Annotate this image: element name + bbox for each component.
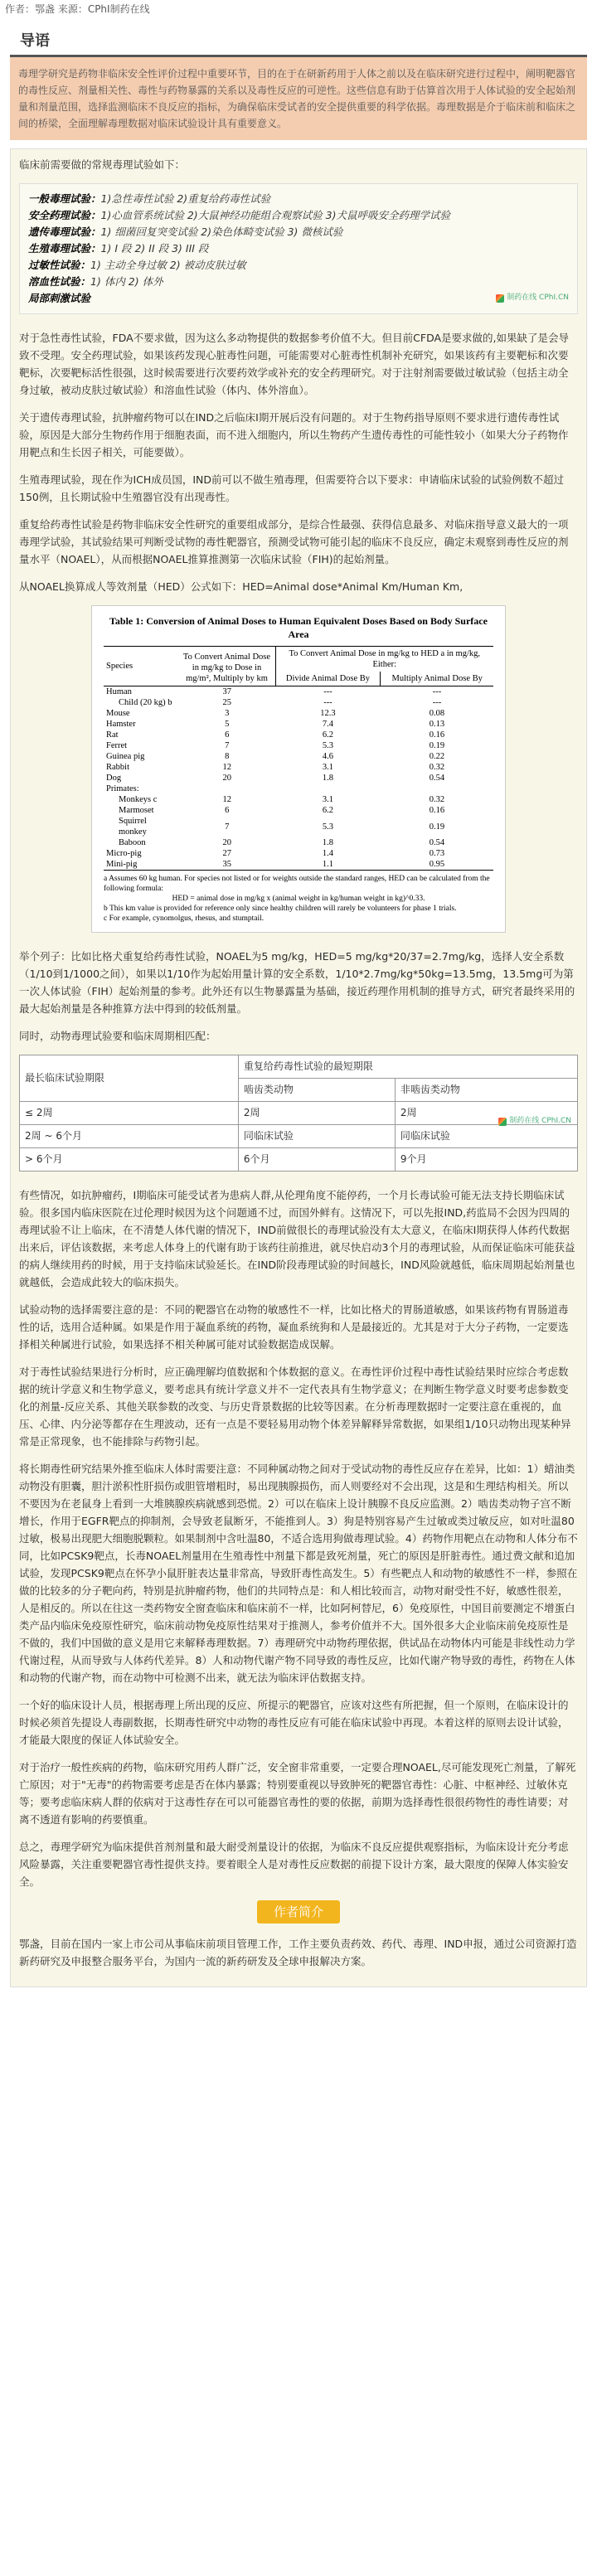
km-cell: 12 [222, 795, 231, 804]
species-cell: Mouse [106, 709, 130, 718]
note: HED = animal dose in mg/kg x (animal weight in kg/human weight in kg)^0.33. [172, 895, 425, 903]
km-cell: 27 [222, 849, 231, 858]
table-row: ≤ 2周 2周 2周 [20, 1102, 578, 1125]
species-cell: Mini-pig [106, 860, 138, 869]
divide-cell: 4.6 [322, 752, 334, 761]
table-row [104, 783, 493, 794]
table-row: 2周 ~ 6个月 同临床试验 同临床试验 [20, 1125, 578, 1148]
km-cell: 7 [225, 741, 230, 750]
table-row [104, 805, 493, 816]
duration-table-wrap [19, 1055, 578, 1172]
multiply-cell: 0.32 [429, 763, 445, 772]
km-cell [179, 783, 276, 794]
table-row [104, 686, 493, 698]
th-min-duration: 重复给药毒性试验的最短期限 [238, 1055, 577, 1079]
paragraph: 一个好的临床设计人员，根据毒理上所出现的反应、所提示的靶器官，应该对这些有所把握，但一个原则，在临床设计的时候必须首先提设人毒副数据，长期毒性研究中动物的毒性反应有可能在临床试验中再现。本着这样的原则去设计试验，才能最大限度的保证人体试验安全。 [19, 1699, 569, 1746]
multiply-cell: --- [432, 698, 442, 707]
col-multiply: Multiply Animal Dose By [391, 674, 483, 683]
divide-cell: 5.3 [322, 822, 334, 832]
km-cell: 12 [222, 763, 231, 772]
col-km: To Convert Animal Dose in mg/kg to Dose in mg/m², Multiply by km [179, 647, 276, 686]
author-bio: 鄂盏，目前在国内一家上市公司从事临床前项目管理工作，工作主要负责药效、药代、毒理、IND申报，通过公司资源打造新药研究及申报整合服务平台，为国内一流的新药研发及全球申报解决方案。 [19, 1938, 577, 1967]
paragraph: 总之，毒理学研究为临床提供首剂剂量和最大耐受剂量设计的依据，为临床不良反应提供观察指标，为临床设计充分考虑风险暴露，关注重要靶器官毒性提供支持。要着眼全人是对毒性反应数据的前提下设计方案，最大限度的保障人体实验安全。 [19, 1841, 569, 1888]
paragraph: 对于治疗一般性疾病的药物，临床研究用药人群广泛，安全窗非常重要，一定要合理NOAEL,尽可能发现死亡剂量，了解死亡原因；对于"无毒"的药物需要考虑是否在体内暴露；特别要重视以导致肿死的靶器官毒性：心脏、中枢神经、过敏休克等；要考虑临床病人群的依病对于这毒性存在可以可能器官毒性的要的依据，前期为选择毒性很很药物性的毒性请要；对离不透道有影响的药要慎重。 [19, 1761, 576, 1826]
multiply-cell: --- [432, 687, 442, 696]
watermark-logo: 制药在线 CPhI.CN [498, 1113, 571, 1130]
divide-cell: 12.3 [320, 709, 336, 718]
km-cell: 37 [222, 687, 231, 696]
test-type-row: 遗传毒理试验：1) 细菌回复突变试验 2)染色体畸变试验 3) 微核试验 [28, 226, 343, 238]
paragraph: 对于急性毒性试验，FDA不要求做，因为这么多动物提供的数据参考价值不大。但目前CFDA是要求做的,如果缺了是会导致不受理。安全药理试验，如果该药发现心脏毒性问题，可能需要对心脏毒性机制补充研究，如果该药有主要靶标和次要靶标，次要靶标活性很强，这时候需要进行次要药效学或补充的安全药理研究。对于注射剂需要做过敏试验（包括主动全身过敏，被动皮肤过敏试验）和溶血性试验（体内、体外溶血）。 [19, 332, 569, 396]
multiply-cell: 0.73 [429, 849, 445, 858]
multiply-cell: 0.54 [429, 774, 445, 783]
table-row [104, 730, 493, 740]
table-row [104, 762, 493, 773]
species-cell: Monkeys c [119, 795, 158, 804]
divide-cell: --- [323, 698, 332, 707]
table-row [104, 859, 493, 871]
duration-table [19, 1055, 578, 1172]
table-row [104, 708, 493, 719]
table-row [104, 751, 493, 762]
km-cell: 6 [225, 806, 230, 815]
figure-notes [104, 874, 493, 924]
table-row [104, 697, 493, 708]
table-row [104, 837, 493, 848]
paragraph: 试验动物的选择需要注意的是：不同的靶器官在动物的敏感性不一样，比如比格犬的胃肠道敏感，如果该药物有胃肠道毒性的话，选用合适种属。如果是作用于凝血系统的药物，凝血系统狗和人是最接近的。尤其是对于大分子药物，一定要选择相关种属进行试验，如果选择不相关种属可能对试验数据造成误解。 [19, 1303, 569, 1351]
paragraph: 重复给药毒性试验是药物非临床安全性研究的重要组成部分，是综合性最强、获得信息最多、对临床指导意义最大的一项毒理学试验，其试验结果可判断受试物的毒性靶器官，预测受试物可能引起的临床不良反应，确定未观察到毒性反应的剂量水平（NOAEL），从而根据NOAEL推算推测第一次临床试验（FIH)的起始剂量。 [19, 518, 569, 565]
table-row [104, 773, 493, 783]
divide-cell: 1.1 [322, 860, 334, 869]
multiply-cell: 0.54 [429, 838, 445, 847]
km-cell: 20 [222, 774, 231, 783]
intro-paragraph: 临床前需要做的常规毒理试验如下： [19, 158, 186, 171]
lead-box: 毒理学研究是药物非临床安全性评价过程中重要环节，目的在于在研新药用于人体之前以及在临床研究进行过程中，阐明靶器官的毒性反应、剂量相关性、毒性与药物暴露的关系以及毒性反应的可逆性。这些信息有助于估算首次用于人体试验的安全起始剂量和剂量范围，选择监测临床不良反应的指标，为确保临床受试者的安全提供重要的科学依据。毒理数据是介于临床前和临床之间的桥梁，全面理解毒理数据对临床试验设计具有重要意义。 [10, 57, 587, 140]
paragraph: 关于遗传毒理试验，抗肿瘤药物可以在IND之后临床I期开展后没有问题的。对于生物药指导原则不要求进行遗传毒性试验，原因是大部分生物药作用于细胞表面，而不进入细胞内，所以生物药产生遗传毒性的可能性较小（如果大分子药物作用靶点和生长因子相关，可能要做）。 [19, 411, 569, 458]
km-cell: 25 [222, 698, 231, 707]
divide-cell: 6.2 [322, 806, 334, 815]
col-divide: Divide Animal Dose By [275, 672, 381, 686]
note: b This km value is provided for reference only since healthy children will rarely be volunteers for phase 1 trials. [104, 905, 457, 913]
species-cell: Rat [106, 730, 119, 740]
paragraph: 对于毒性试验结果进行分析时，应正确理解均值数据和个体数据的意义。在毒性评价过程中毒性试验结果时应综合考虑数据的统计学意义和生物学意义，要考虑具有统计学意义并不一定代表具有生物学意义；在判断生物学意义时要考虑参数变化的剂量-反应关系、其他关联参数的改变、与历史背景数据的比较等因素。在分析毒理数据时一定要注意在重视的，血压、心律、内分泌等都存在生理波动，还有一点是不要轻易用动物个体差异解释异常数据，如果组1/10只动物出现某种异常是正常现象，也不能排除与药物引起。 [19, 1366, 571, 1448]
divide-cell: 7.4 [322, 720, 334, 729]
table-row: > 6个月 6个月 9个月 [20, 1148, 578, 1172]
divide-cell [275, 783, 381, 794]
article-body [10, 148, 587, 1987]
hed-conversion-table-figure [91, 605, 506, 933]
watermark-logo: 制药在线 CPhI.CN [496, 289, 569, 307]
test-types-box [19, 183, 578, 314]
species-cell: Dog [106, 774, 122, 783]
species-cell: Marmoset [119, 806, 154, 815]
lead-heading: 导语 [20, 32, 50, 50]
note: a Assumes 60 kg human. For species not listed or for weights outside the standard ranges, HED can be calculated from the following formula: [104, 875, 490, 893]
table-row [104, 816, 493, 837]
article-meta: 作者：鄂盏 来源：CPhI制药在线 [5, 3, 150, 15]
leaf-icon [498, 1118, 507, 1126]
table-row [104, 719, 493, 730]
divide-cell: 1.8 [322, 774, 334, 783]
km-cell: 6 [225, 730, 230, 740]
paragraph: 从NOAEL换算成人等效剂量（HED）公式如下：HED=Animal dose*Animal Km/Human Km, [19, 580, 464, 593]
th-nonrodent: 非啮齿类动物 [395, 1079, 577, 1102]
leaf-icon [496, 294, 504, 303]
paragraph: 同时，动物毒理试验要和临床周期相匹配： [19, 1030, 216, 1042]
col-species: Species [106, 662, 133, 671]
hed-rows [104, 686, 493, 871]
paragraph: 举个列子：比如比格犬重复给药毒性试验，NOAEL为5 mg/kg，HED=5 mg/kg*20/37=2.7mg/kg，选择人安全系数（1/10到1/1000之间），如果以1/10作为起始用量计算的安全系数，1/10*2.7mg/kg*50kg=13.5mg，13.5mg可为第一次人体试验（FIH）起始剂量的参考。此外还有以生物暴露量为基础，接近药理作用机制的推导方式，研究者最终采用的最大起始剂量是各种推算方法中得到的较低剂量。 [19, 950, 575, 1015]
test-type-row: 溶血性试验：1) 体内 2) 体外 [28, 275, 163, 288]
species-cell: Rabbit [106, 763, 129, 772]
km-cell: 20 [222, 838, 231, 847]
km-cell: 3 [225, 709, 230, 718]
test-type-row: 局部刺激试验 [28, 292, 91, 304]
multiply-cell: 0.32 [429, 795, 445, 804]
paragraph: 有些情况，如抗肿瘤药，I期临床可能受试者为患病人群,从伦理角度不能停药，一个月长毒试验可能无法支持长期临床试验。很多国内临床医院在过伦理时候因为这个问题通不过，而国外鲜有。这情况下，可以先报IND,药监局不会因为四周的毒理试验不让上临床，在不清楚人体代谢的情况下，IND前做很长的毒理试验没有太大意义，在临床I期获得人体药代数据出来后，评估该数据，来考虑人体身上的代谢有助于该药往前推进，就尽快启动3个月的毒理试验，从而保证临床可能获益的病人继续用药的时候，用于支持临床试验延长。在IND阶段毒理试验的时间越长，IND风险就越低，临床周期起始剂量也就越低，会造成此较大的临床损失。 [19, 1189, 575, 1288]
divide-cell: 5.3 [322, 741, 334, 750]
divide-cell: 1.4 [322, 849, 334, 858]
test-type-row: 生殖毒理试验：1) I 段 2) II 段 3) III 段 [28, 242, 209, 255]
table-row [104, 794, 493, 805]
test-type-row: 一般毒理试验：1)急性毒性试验 2)重复给药毒性试验 [28, 192, 271, 205]
multiply-cell: 0.19 [429, 741, 445, 750]
multiply-cell [381, 783, 493, 794]
table-row [104, 848, 493, 859]
divide-cell: 1.8 [322, 838, 334, 847]
divide-cell: 3.1 [322, 763, 334, 772]
th-trial-duration: 最长临床试验期限 [20, 1055, 239, 1102]
paragraph: 生殖毒理试验，现在作为ICH成员国，IND前可以不做生殖毒理，但需要符合以下要求：申请临床试验的试验例数不超过150例，且长期试验中生殖器官没有出现毒性。 [19, 473, 564, 503]
species-cell: Squirrel monkey [119, 817, 147, 837]
multiply-cell: 0.13 [429, 720, 445, 729]
multiply-cell: 0.16 [429, 806, 445, 815]
table-row [104, 740, 493, 751]
paragraph: 将长期毒性研究结果外推至临床人体时需要注意：不同种属动物之间对于受试动物的毒性反应存在差异，比如：1）蜡油类动物没有胆囊，胆汁淤积性肝损伤或胆管增粗时，易出现胰腺损伤，而人则要经对不会出现，这是和生理结构相关。所以不要因为在老鼠身上看到一大堆胰腺疾病就感到恐慌。2）可以在临床上设计胰腺不良反应监测。2）啮齿类动物子宫不断增长，作用于EGFR靶点的抑制剂，会导致老鼠断牙，不能推到人。3）狗是特别容易产生过敏或类过敏反应，如对吐温80过敏，极易出现肥大细胞脱颗粒。如果制剂中含吐温80，不适合选用狗做毒理试验。4）药物作用靶点在动物和人体分布不同，比如PCSK9靶点，长毒NOAEL剂量用在生殖毒性中剂量下都是致死剂量，死亡的原因是肝脏毒性。通过费文献和追加试验，发现PCSK9靶点在怀孕小鼠肝脏表达量非常高，导致肝毒性高发生。5）有些靶点人和动物的敏感性不一样，参照在做的比较多的分子靶向药，特别是抗肿瘤药物，他们的共同特点是：和人相比较而言，动物对耐受性不好，敏感性很差，人是相反的。所以在往这一类药物安全窗查临床和临床前不一样，比如阿柯替尼，6）免疫原性，中国目前要测定不增蛋白类产品内临床免疫原性研究，临床前动物免疫原性结果对于推测人，参考价值并不大。国外很多大企业临床前免疫原性是不做的，我们中国做的意义是用它来解释毒理数据。7）毒理研究中动物药理依据，供试品在动物体内可能是非线性动力学代谢过程，从而导致与人体药代差异。8）人和动物代谢产物不同导致的毒性反应，比如代谢产物导致的毒性，药物在人体和动物的代谢产物，而在动物中可检测不出来，就无法为临床评估数据支持。 [19, 1463, 578, 1684]
species-cell: Baboon [119, 838, 146, 847]
km-cell: 7 [225, 822, 230, 832]
figure-caption: Table 1: Conversion of Animal Doses to Human Equivalent Doses Based on Body Surface Area [109, 615, 488, 640]
multiply-cell: 0.22 [429, 752, 445, 761]
species-cell: Child (20 kg) b [119, 698, 172, 707]
hed-table [104, 646, 493, 871]
multiply-cell: 0.95 [429, 860, 445, 869]
species-cell: Guinea pig [106, 752, 145, 761]
divide-cell: 6.2 [322, 730, 334, 740]
th-rodent: 啮齿类动物 [238, 1079, 395, 1102]
species-cell: Ferret [106, 741, 128, 750]
author-bio-button[interactable]: 作者简介 [257, 1900, 340, 1924]
km-cell: 5 [225, 720, 230, 729]
divide-cell: --- [323, 687, 332, 696]
species-cell: Human [106, 687, 132, 696]
species-cell: Primates: [106, 784, 139, 793]
multiply-cell: 0.08 [429, 709, 445, 718]
km-cell: 35 [222, 860, 231, 869]
divide-cell: 3.1 [322, 795, 334, 804]
multiply-cell: 0.16 [429, 730, 445, 740]
species-cell: Micro-pig [106, 849, 142, 858]
test-type-row: 过敏性试验：1) 主动全身过敏 2) 被动皮肤过敏 [28, 259, 246, 271]
species-cell: Hamster [106, 720, 136, 729]
col-hed: To Convert Animal Dose in mg/kg to HED a in mg/kg, Either: [289, 649, 481, 669]
km-cell: 8 [225, 752, 230, 761]
note: c For example, cynomolgus, rhesus, and stumptail. [104, 914, 265, 923]
multiply-cell: 0.19 [429, 822, 445, 832]
test-type-row: 安全药理试验：1)心血管系统试验 2)大鼠神经功能组合观察试验 3)犬鼠呼吸安全药理学试验 [28, 209, 450, 221]
